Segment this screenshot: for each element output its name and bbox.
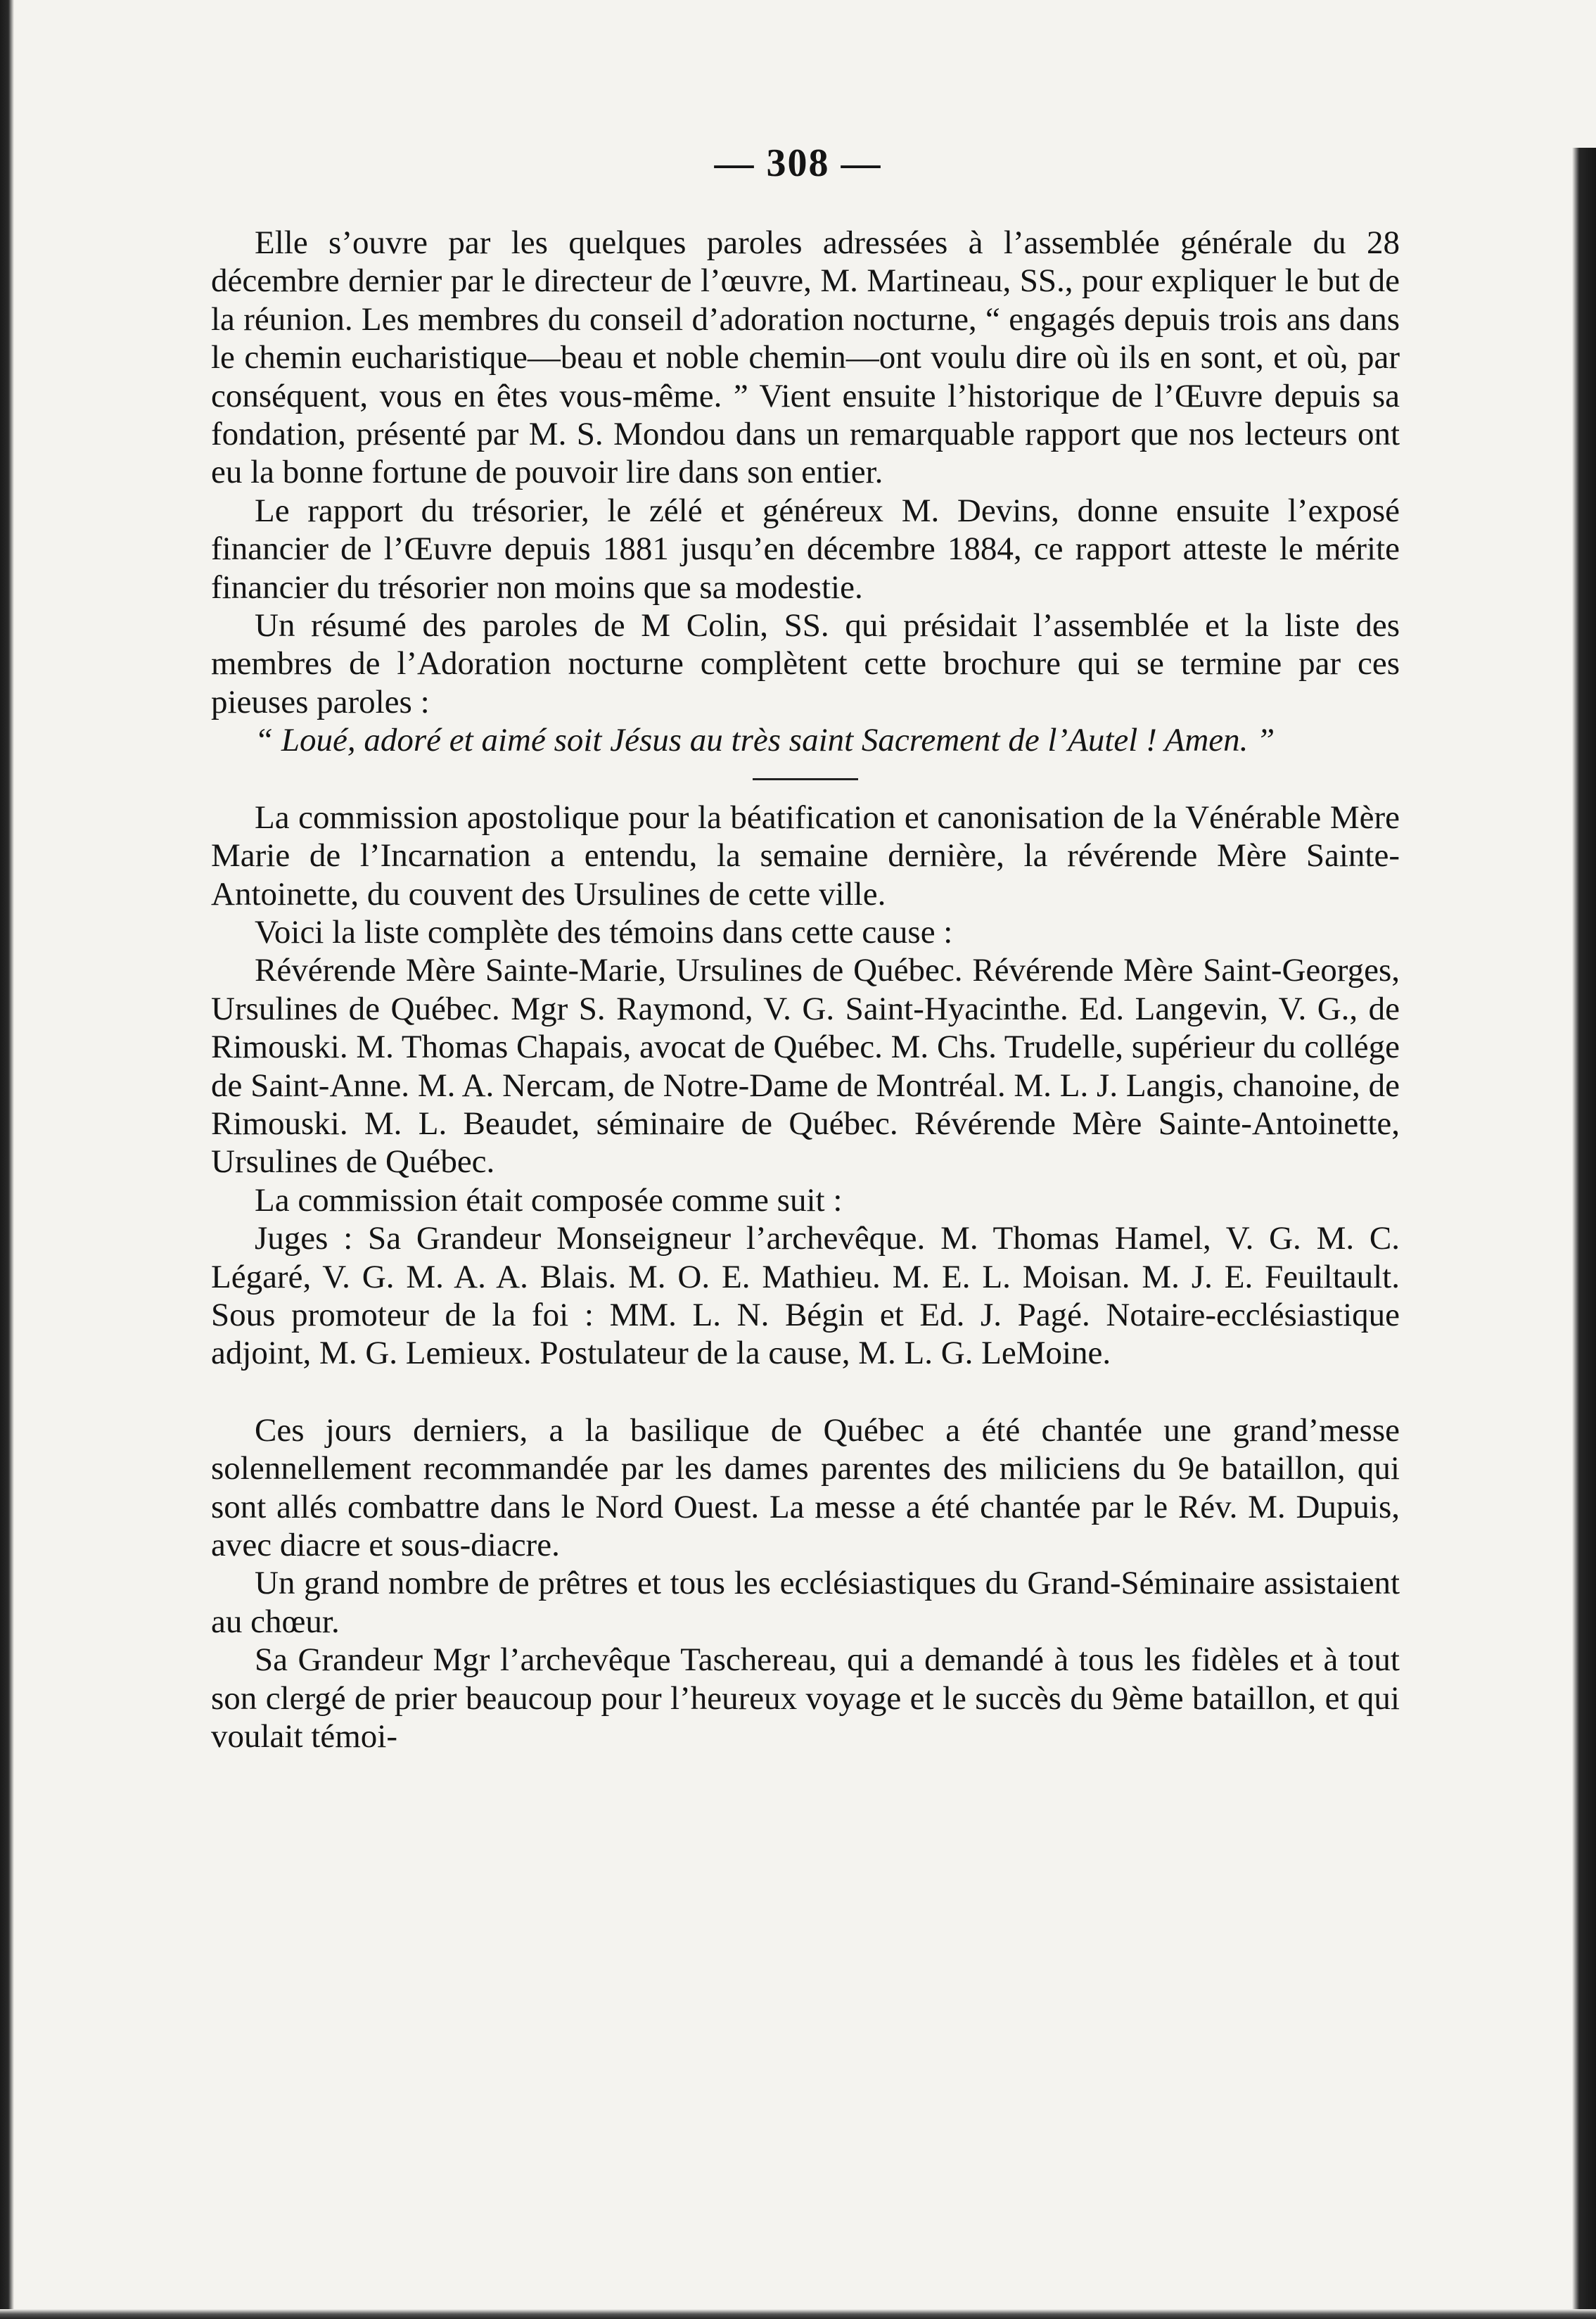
section-basilique <box>211 1411 1400 1756</box>
closing-quote: “ Loué, adoré et aimé soit Jésus au très saint Sacrement de l’Autel ! Amen. ” <box>255 722 1275 759</box>
paragraph: Juges : Sa Grandeur Monseigneur l’archevêque. M. Thomas Hamel, V. G. M. C. Légaré, V. G. M. A. A. Blais. M. O. E. Mathieu. M. E. L. Moisan. M. J. E. Feuiltault. Sous promoteur de la foi : MM. L. N. Bégin et Ed. J. Pagé. Notaire-ecclésiastique adjoint, M. G. Lemieux. Postulateur de la cause, M. L. G. LeMoine. <box>211 1220 1400 1372</box>
section-adoration-nocturne <box>211 224 1400 760</box>
paragraph: Sa Grandeur Mgr l’archevêque Taschereau, qui a demandé à tous les fidèles et à tout son clergé de prier beaucoup pour l’heureux voyage et le succès du 9ème bataillon, et qui voulait témoi- <box>211 1641 1400 1755</box>
section-divider <box>753 778 858 780</box>
scan-edge-bottom <box>0 2309 1596 2319</box>
paragraph: Un grand nombre de prêtres et tous les ecclésiastiques du Grand-Séminaire assistaient au chœur. <box>211 1565 1400 1640</box>
section-commission-apostolique <box>211 799 1400 1373</box>
paragraph: Elle s’ouvre par les quelques paroles adressées à l’assemblée générale du 28 décembre dernier par le directeur de l’œuvre, M. Martineau, SS., pour expliquer le but de la réunion. Les membres du conseil d’adoration nocturne, “ engagés depuis trois ans dans le chemin eucharistique—beau et noble chemin—ont voulu dire où ils en sont, et où, par conséquent, vous en êtes vous-même. ” Vient ensuite l’historique de l’Œuvre depuis sa fondation, présenté par M. S. Mondou dans un remarquable rapport que nos lecteurs ont eu la bonne fortune de pouvoir lire dans son entier. <box>211 224 1400 491</box>
paragraph: Voici la liste complète des témoins dans cette cause : <box>255 913 953 951</box>
section-gap <box>753 1391 858 1393</box>
paragraph: Le rapport du trésorier, le zélé et généreux M. Devins, donne ensuite l’exposé financier de l’Œuvre depuis 1881 jusqu’en décembre 1884, ce rapport atteste le mérite financier du trésorier non moins que sa modestie. <box>211 492 1400 606</box>
paragraph: Un résumé des paroles de M Colin, SS. qui présidait l’assemblée et la liste des membres de l’Adoration nocturne complètent cette brochure qui se termine par ces pieuses paroles : <box>211 607 1400 720</box>
paragraph: La commission était composée comme suit : <box>255 1181 843 1219</box>
page-number: — 308 — <box>714 141 882 185</box>
paragraph: Ces jours derniers, a la basilique de Québec a été chantée une grand’messe solennellement recommandée par les dames parentes des miliciens du 9e bataillon, qui sont allés combattre dans le Nord Ouest. La messe a été chantée par le Rév. M. Dupuis, avec diacre et sous-diacre. <box>211 1411 1400 1563</box>
scan-edge-right <box>1572 148 1596 2319</box>
page-body <box>211 224 1400 1755</box>
paragraph: La commission apostolique pour la béatification et canonisation de la Vénérable Mère Marie de l’Incarnation a entendu, la semaine dernière, la révérende Mère Sainte-Antoinette, du couvent des Ursulines de cette ville. <box>211 799 1400 913</box>
scan-edge-left <box>0 0 14 2319</box>
paragraph: Révérende Mère Sainte-Marie, Ursulines de Québec. Révérende Mère Saint-Georges, Ursulines de Québec. Mgr S. Raymond, V. G. Saint-Hyacinthe. Ed. Langevin, V. G., de Rimouski. M. Thomas Chapais, avocat de Québec. M. Chs. Trudelle, supérieur du collége de Saint-Anne. M. A. Nercam, de Notre-Dame de Montréal. M. L. J. Langis, chanoine, de Rimouski. M. L. Beaudet, séminaire de Québec. Révérende Mère Sainte-Antoinette, Ursulines de Québec. <box>211 952 1400 1181</box>
